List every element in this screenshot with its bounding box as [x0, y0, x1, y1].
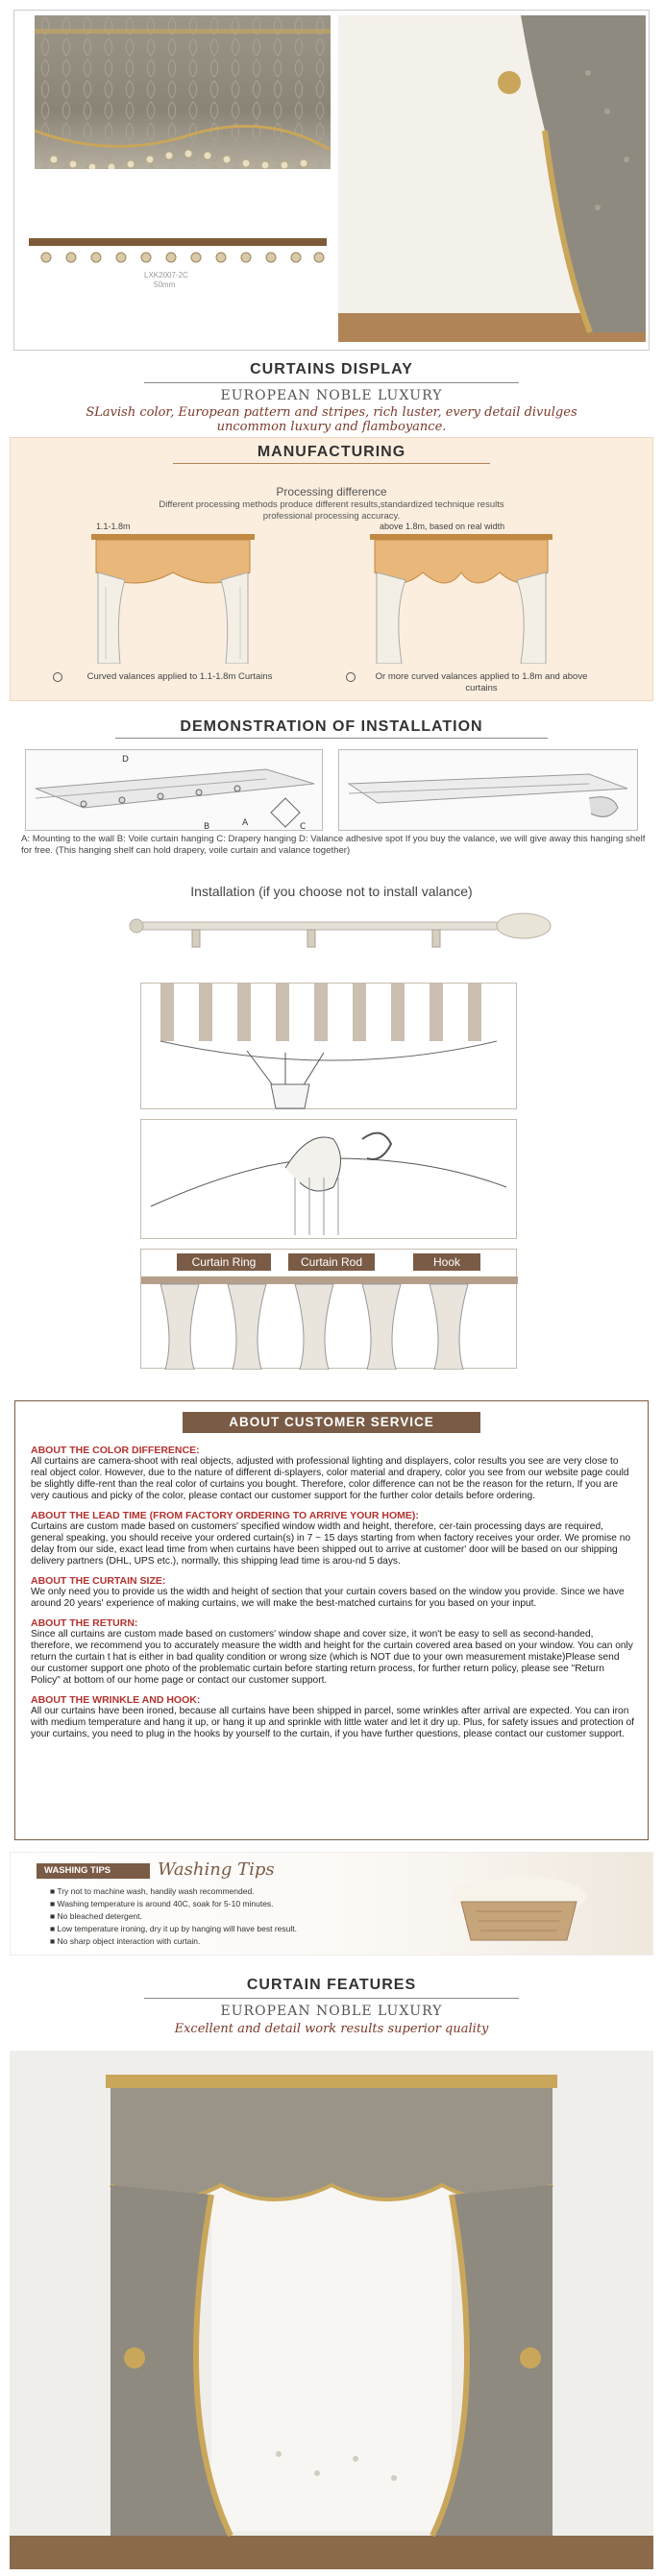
- fringe-trim-photo: [29, 236, 327, 275]
- installation-caption: A: Mounting to the wall B: Voile curtain hanging C: Drapery hanging D: Valance adhesive spot If you buy the valance, we will give away this hanging shelf for free. (This hanging shelf can hold drapery, voile curtain and valance together): [21, 834, 646, 856]
- service-p-size: We only need you to provide us the width and height of section that your curtain covers based on the window you provide. Since we have around 20 years' experience of making curtains, we will make the best-matched curtains for you based on your input.: [31, 1587, 625, 1609]
- track-diagram-left: [25, 749, 323, 831]
- tag-curtain-rod: Curtain Rod: [288, 1253, 375, 1271]
- fringe-trim: [29, 236, 327, 275]
- service-p-color: All curtains are camera-shoot with real objects, adjusted with professional lighting and displayers, color results you see are very close to real object color. However, due to the nature of different di-splayers, color material and drapery, color you see from our website page could be slightly diffe-rent than the real color of curtains you bought. Therefore, color difference can not be the reason for the return, If you are very cautious and picky of the color, please contact our customer support for the further color details before ordering.: [31, 1456, 629, 1501]
- display-rule: [144, 382, 519, 383]
- processing-heading: Processing difference: [276, 485, 387, 498]
- label-c: C: [300, 822, 307, 832]
- label-a: A: [242, 818, 249, 828]
- service-body: [31, 1437, 636, 1740]
- track-diagram-right: [338, 749, 638, 831]
- right-caption-icon: [346, 672, 356, 682]
- step2-illustration: [140, 1119, 517, 1239]
- display-title: CURTAINS DISPLAY: [250, 361, 413, 377]
- installation-rule: [115, 738, 548, 739]
- label-d: D: [122, 755, 129, 765]
- right-valance-illustration: [365, 534, 557, 664]
- track-left-drawing: [26, 750, 324, 832]
- washing-tip: ■ Washing temperature is around 40C, soak for 5-10 minutes.: [50, 1899, 274, 1908]
- service-h-size: ABOUT THE CURTAIN SIZE:: [31, 1575, 166, 1587]
- service-h-wrinkle: ABOUT THE WRINKLE AND HOOK:: [31, 1694, 201, 1706]
- display-tagline: SLavish color, European pattern and stripes, rich luster, every detail divulges uncommon luxury and flamboyance.: [86, 405, 577, 434]
- label-b: B: [204, 822, 210, 832]
- manufacturing-rule: [173, 463, 490, 464]
- track-right-drawing: [339, 750, 639, 832]
- left-caption-icon: [53, 672, 62, 682]
- left-valance-drawing: [86, 534, 259, 664]
- features-tagline: Excellent and detail work results superior quality: [174, 2022, 489, 2036]
- left-valance-illustration: [86, 534, 259, 664]
- features-title: CURTAIN FEATURES: [246, 1977, 417, 1993]
- step1-drawing: [141, 984, 518, 1110]
- service-h-lead: ABOUT THE LEAD TIME (FROM FACTORY ORDERING TO ARRIVE YOUR HOME):: [31, 1510, 419, 1521]
- service-title: ABOUT CUSTOMER SERVICE: [183, 1412, 480, 1433]
- basket-drawing: [423, 1859, 615, 1950]
- right-valance-drawing: [365, 534, 557, 664]
- washing-list: [50, 1886, 396, 1949]
- washing-tip: ■ Low temperature ironing, dry it up by hanging will have best result.: [50, 1924, 297, 1933]
- curtain-rod-drawing: [125, 908, 567, 956]
- left-caption: Curved valances applied to 1.1-1.8m Curtains: [86, 671, 273, 682]
- curtain-room-photo: [338, 15, 646, 342]
- no-valance-heading: Installation (if you choose not to install valance): [190, 884, 473, 899]
- right-size-label: above 1.8m, based on real width: [380, 522, 505, 531]
- washing-label: WASHING TIPS: [37, 1863, 150, 1879]
- service-h-return: ABOUT THE RETURN:: [31, 1617, 138, 1629]
- tag-curtain-ring: Curtain Ring: [177, 1253, 271, 1271]
- valance-pattern: [35, 15, 331, 174]
- features-rule: [144, 1998, 519, 1999]
- step1-illustration: [140, 983, 517, 1109]
- sample-code: LXK2007-2C: [144, 271, 188, 279]
- display-subtitle: EUROPEAN NOBLE LUXURY: [220, 388, 443, 403]
- sample-size: 50mm: [154, 280, 176, 289]
- washing-tip: ■ No bleached detergent.: [50, 1911, 142, 1921]
- manufacturing-title: MANUFACTURING: [257, 444, 406, 460]
- features-curtain-drawing: [10, 2051, 653, 2569]
- washing-tip: ■ No sharp object interaction with curtain.: [50, 1936, 201, 1946]
- service-p-lead: Curtains are custom made based on customers' specified window width and height, therefore, cer-tain processing days are required, general speaking, you should receive your ordered curtain(s) in 7 ~ 15 days starting from when factory receives your order. We promise no delay from our side, exact lead time from when curtains have been shipped out to arrive at customer' door will be based on our shipping delivery partners (DHL, UPS etc.), normally, this shipping lead time is arou-nd 5 days.: [31, 1521, 631, 1567]
- service-p-return: Since all curtains are custom made based on customers' window shape and cover size, it won't be easy to sell as second-handed, therefore, we recommend you to accurately measure the width and height for the curtain covered area based on your window. You can only return the curtain t hat is either in bad quality condition or wrong size (which is NOT due to your own measurement mistake)Please send our customer support one photo of the problematic curtain before starting return process, for further return policy, please see "Return Policy" at bottom of our home page or contact our customer support.: [31, 1629, 633, 1686]
- service-h-color: ABOUT THE COLOR DIFFERENCE:: [31, 1445, 200, 1456]
- curtain-room-drawing: [338, 15, 646, 342]
- processing-desc: Different processing methods produce different results,standardized technique results professional processing accuracy.: [159, 499, 504, 522]
- curtain-rod-illustration: [125, 908, 567, 956]
- washing-tip: ■ Try not to machine wash, handily wash recommended.: [50, 1886, 255, 1896]
- features-room-photo: [10, 2051, 653, 2569]
- features-subtitle: EUROPEAN NOBLE LUXURY: [220, 2004, 443, 2019]
- right-caption: Or more curved valances applied to 1.8m and above curtains: [375, 671, 588, 693]
- installation-title: DEMONSTRATION OF INSTALLATION: [180, 718, 483, 735]
- valance-swatch-photo: [35, 15, 331, 174]
- service-p-wrinkle: All our curtains have been ironed, because all curtains have been shipped in parcel, some wrinkles after arrival are expected. You can iron with medium temperature and hang it up, or hang it up and sprinkle with little water and let it dry up. Plus, for safety issues and protection of your curtains, you need to plug in the hooks by yourself to the curtain, if you have further questions, please contact our customer support.: [31, 1706, 634, 1739]
- washing-script: Washing Tips: [158, 1859, 275, 1880]
- step2-drawing: [141, 1120, 518, 1240]
- tag-hook: Hook: [413, 1253, 480, 1271]
- left-size-label: 1.1-1.8m: [96, 522, 131, 531]
- laundry-basket-photo: [423, 1859, 615, 1950]
